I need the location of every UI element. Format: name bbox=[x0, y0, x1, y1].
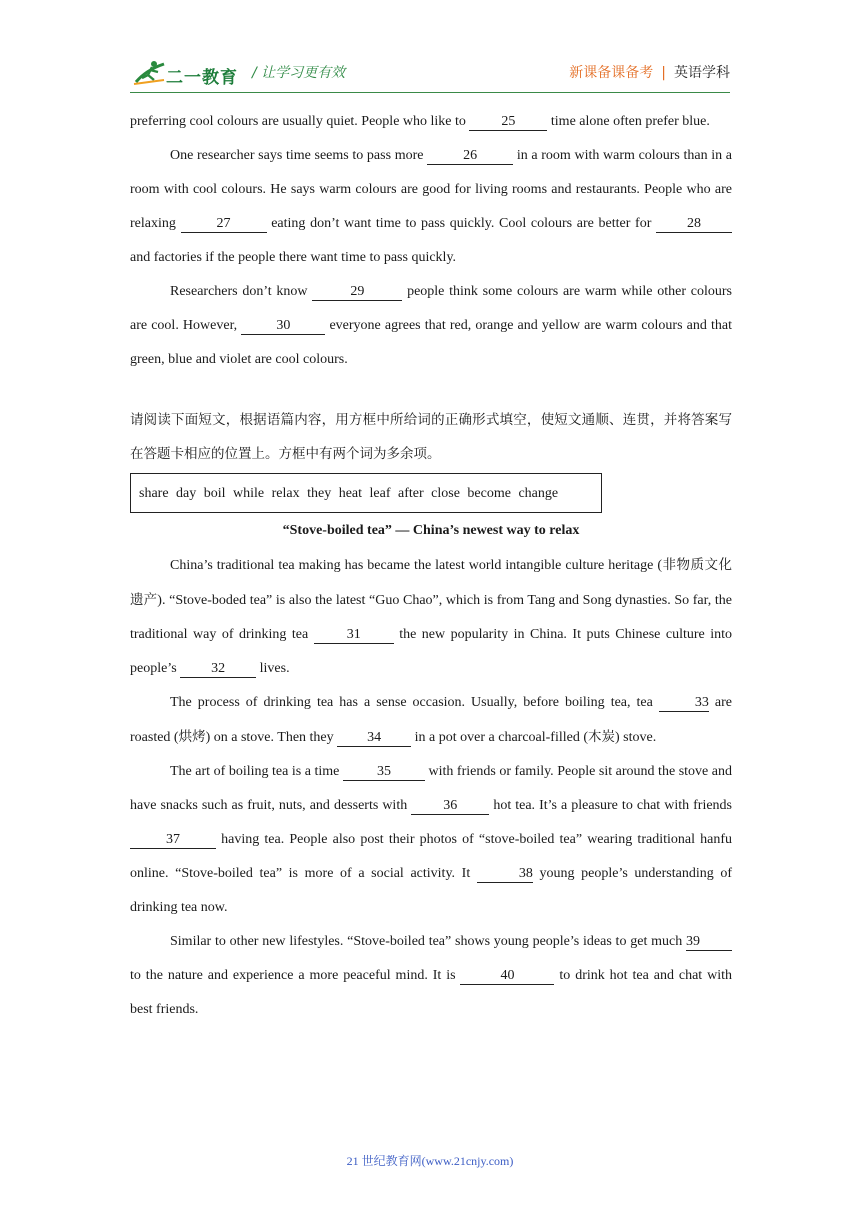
blank-26[interactable]: 26 bbox=[427, 148, 513, 165]
word-box: share day boil while relax they heat leaf after close become change bbox=[130, 473, 602, 513]
text: One researcher says time seems to pass more bbox=[170, 148, 424, 163]
text: ) on a stove. Then they bbox=[205, 730, 334, 745]
paragraph bbox=[130, 755, 732, 925]
text: Researchers don’t know bbox=[170, 284, 308, 299]
blank-30[interactable]: 30 bbox=[241, 318, 325, 335]
page-header bbox=[130, 52, 730, 92]
header-rule bbox=[130, 92, 730, 93]
text: China’s traditional tea making has became the latest world intangible culture heritage ( bbox=[170, 558, 662, 573]
blank-28[interactable]: 28 bbox=[656, 216, 732, 233]
blank-34[interactable]: 34 bbox=[337, 730, 411, 747]
text: to drink hot tea and chat with best friends. bbox=[130, 968, 732, 1017]
text: hot tea. It’s a pleasure to chat with friends bbox=[493, 798, 733, 813]
blank-33[interactable]: 33 bbox=[659, 695, 709, 712]
paragraph bbox=[130, 548, 732, 686]
blank-25[interactable]: 25 bbox=[469, 114, 547, 131]
blank-32[interactable]: 32 bbox=[180, 661, 256, 678]
text: to the nature and experience a more peaceful mind. It is bbox=[130, 968, 456, 983]
text: 非物质文化遗产 bbox=[130, 557, 732, 608]
text: in a room with warm colours than in a room with cool colours. He says warm colours are good for living rooms and restaurants. People who are relaxing bbox=[130, 148, 733, 231]
paragraph bbox=[130, 925, 732, 1027]
text: and factories if the people there want time to pass quickly. bbox=[130, 250, 457, 265]
text: having tea. People also post their photos of “stove-boiled tea” wearing traditional hanfu online. “Stove-boiled tea” is more of a social activity. It bbox=[130, 832, 732, 881]
header-course-label: 新课备课备考 bbox=[569, 65, 654, 81]
document-body bbox=[130, 105, 732, 1027]
runner-logo-icon bbox=[130, 58, 170, 88]
paragraph bbox=[130, 686, 732, 755]
text: in a pot over a charcoal-filled ( bbox=[414, 730, 588, 745]
text: the new popularity in China. It puts Chinese culture into people’s bbox=[130, 627, 732, 676]
text: ) stove. bbox=[615, 730, 657, 745]
header-slogan: / 让学习更有效 bbox=[252, 65, 346, 81]
blank-31[interactable]: 31 bbox=[314, 627, 394, 644]
text: with friends or family. People sit around the stove and have snacks such as fruit, nuts, and desserts with bbox=[130, 764, 733, 813]
text: The art of boiling tea is a time bbox=[170, 764, 340, 779]
text: lives. bbox=[259, 661, 290, 676]
text: ). “Stove-boded tea” is also the latest “Guo Chao”, which is from Tang and Song dynasties. So far, the traditional way of drinking tea bbox=[130, 593, 732, 642]
blank-29[interactable]: 29 bbox=[312, 284, 402, 301]
text: eating don’t want time to pass quickly. Cool colours are better for bbox=[271, 216, 652, 231]
blank-27[interactable]: 27 bbox=[181, 216, 267, 233]
text: Similar to other new lifestyles. “Stove-boiled tea” shows young people’s ideas to get much bbox=[170, 934, 683, 949]
text: 木炭 bbox=[588, 729, 615, 745]
header-right bbox=[569, 62, 730, 82]
text: preferring cool colours are usually quiet. People who like to bbox=[130, 114, 466, 129]
paragraph bbox=[130, 105, 732, 139]
logo-text: 二一教育 bbox=[166, 68, 238, 88]
text: are roasted ( bbox=[130, 695, 733, 745]
blank-35[interactable]: 35 bbox=[343, 764, 425, 781]
blank-36[interactable]: 36 bbox=[411, 798, 489, 815]
text: young people’s understanding of drinking tea now. bbox=[130, 866, 733, 915]
text: time alone often prefer blue. bbox=[550, 114, 710, 129]
header-subject: 英语学科 bbox=[674, 65, 730, 81]
passage-title: “Stove-boiled tea” — China’s newest way to relax bbox=[282, 523, 580, 538]
blank-40[interactable]: 40 bbox=[460, 968, 554, 985]
text: 烘烤 bbox=[178, 729, 206, 745]
paragraph bbox=[130, 275, 732, 377]
blank-37[interactable]: 37 bbox=[130, 832, 216, 849]
text: people think some colours are warm while other colours are cool. However, bbox=[130, 284, 733, 333]
text: everyone agrees that red, orange and yellow are warm colours and that green, blue and violet are cool colours. bbox=[130, 318, 732, 367]
header-separator: | bbox=[661, 65, 666, 81]
blank-39[interactable]: 39 bbox=[686, 934, 732, 951]
blank-38[interactable]: 38 bbox=[477, 866, 533, 883]
paragraph bbox=[130, 139, 732, 275]
page-footer[interactable]: 21 世纪教育网(www.21cnjy.com) bbox=[346, 1154, 514, 1168]
instruction: 请阅读下面短文，根据语篇内容，用方框中所给词的正确形式填空，使短文通顺、连贯，并将答案写在答题卡相应的位置上。方框中有两个词为多余项。 bbox=[130, 412, 732, 462]
text: The process of drinking tea has a sense occasion. Usually, before boiling tea, tea bbox=[170, 695, 653, 710]
logo bbox=[130, 58, 250, 88]
